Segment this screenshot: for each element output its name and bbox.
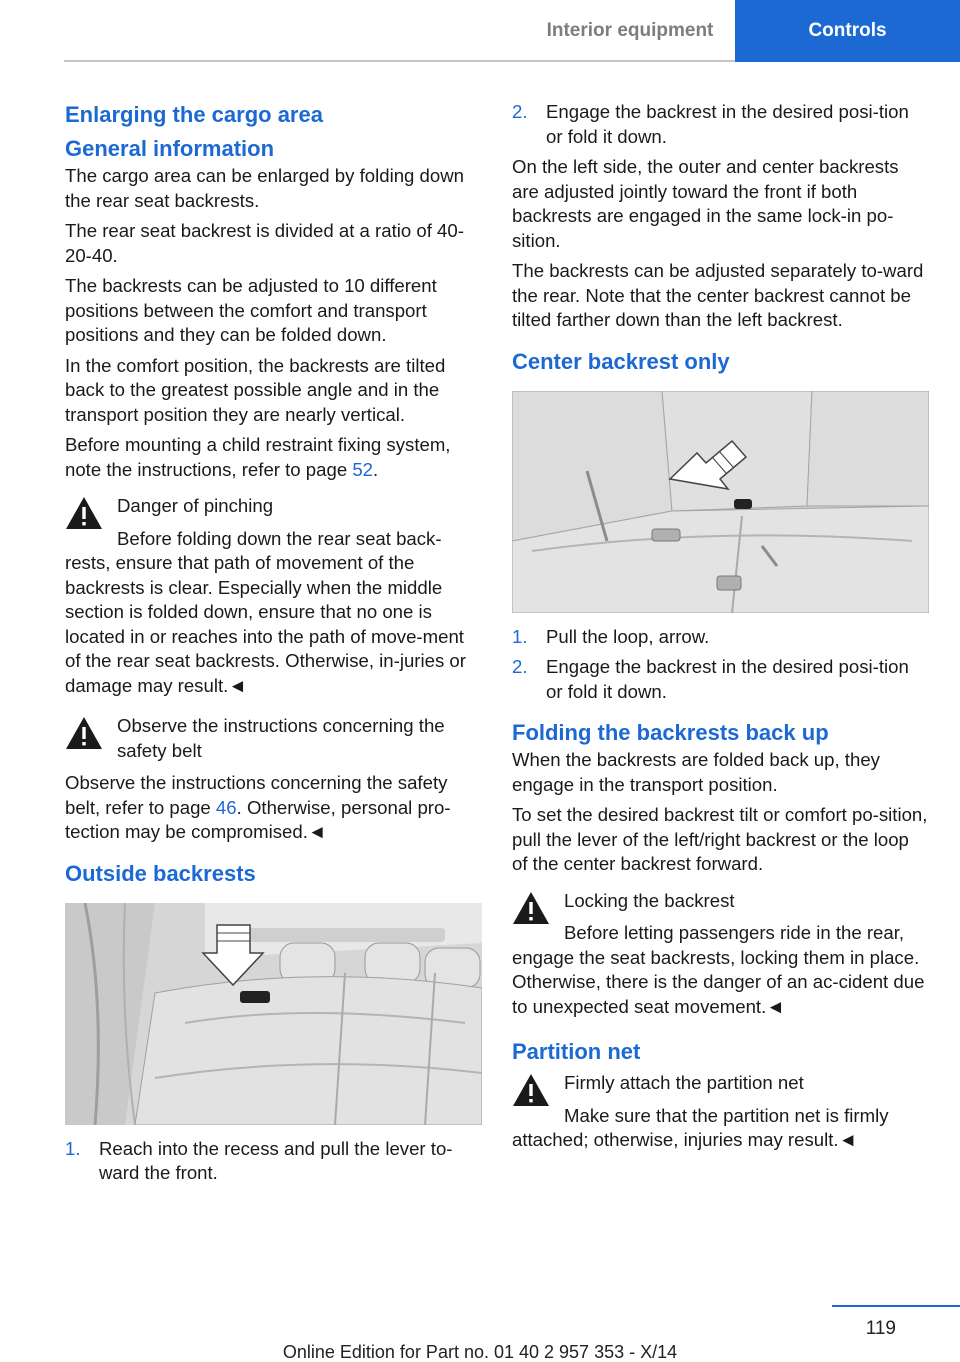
general-information-heading: General information <box>65 136 275 161</box>
warning-pinching-title: Danger of pinching <box>117 495 274 516</box>
warning-safety-belt <box>65 714 482 845</box>
warning-partition-body-first: Make sure that the partition net is firmly <box>564 1104 889 1126</box>
header-chapter-tab: Controls <box>735 0 960 62</box>
warning-triangle-icon <box>512 1073 550 1107</box>
safety-belt-text-end: . Otherwise, personal pro-tection may be compromised.◄ <box>65 796 451 842</box>
paragraph-folded-back-up: When the backrests are folded back up, they engage in the transport position. <box>512 749 880 795</box>
warning-partition-net <box>512 1071 929 1153</box>
outside-backrests-steps-continued <box>512 100 929 149</box>
step-text: Engage the backrest in the desired posi-tion or fold it down. <box>546 656 909 702</box>
outside-backrests-heading: Outside backrests <box>65 860 256 886</box>
page-number: 119 <box>865 1318 896 1339</box>
child-restraint-period: . <box>373 458 379 480</box>
paragraph-positions: The backrests can be adjusted to 10 different positions between the comfort and transport positions and they can be folded down. <box>65 275 437 345</box>
warning-triangle-icon <box>512 891 550 925</box>
warning-locking-title: Locking the backrest <box>564 889 735 911</box>
center-backrest-steps <box>512 625 929 705</box>
right-column <box>512 100 929 1163</box>
step-number: 2. <box>512 101 528 122</box>
step-number: 2. <box>512 656 528 677</box>
warning-safety-belt-body <box>65 771 482 845</box>
list-item <box>512 100 929 149</box>
header-rule-accent <box>735 60 960 62</box>
step-number: 1. <box>65 1137 81 1159</box>
footer-rule <box>832 1305 960 1307</box>
header-section-title: Interior equipment <box>525 0 735 62</box>
safety-belt-text: Observe the instructions concerning the safety belt, refer to page <box>65 772 448 818</box>
outside-backrests-steps <box>65 1137 482 1186</box>
warning-triangle-icon <box>65 716 103 750</box>
step-number: 1. <box>512 625 528 647</box>
child-restraint-text: Before mounting a child restraint fixing system, note the instructions, refer to page <box>65 434 451 480</box>
list-item <box>512 625 929 650</box>
warning-safety-belt-title: Observe the instructions concerning the safety belt <box>117 715 445 761</box>
section-title: Enlarging the cargo area <box>65 102 323 127</box>
folding-back-up-heading: Folding the backrests back up <box>512 720 829 745</box>
paragraph-adjusted-separately: The backrests can be adjusted separately to-ward the rear. Note that the center backrest cannot be tilted farther down than the left backrest. <box>512 260 924 330</box>
step-text: Engage the backrest in the desired posi-tion or fold it down. <box>546 101 909 147</box>
step-text: Reach into the recess and pull the lever to-ward the front. <box>99 1137 453 1183</box>
center-backrest-illustration <box>512 391 929 613</box>
rear-seat-outside-image <box>65 903 482 1125</box>
warning-locking-body: engage the seat backrests, locking them in place. Otherwise, there is the danger of an ac-cident due to unexpected seat movement.◄ <box>512 946 925 1017</box>
warning-pinching-body: rests, ensure that path of movement of the backrests is clear. Especially when the middle section is folded down, ensure that no one is located in or reaches into the path of move-ment of the rear seat backrests. Otherwise, in-juries or damage may result.◄ <box>65 552 466 696</box>
page-footer <box>0 1300 960 1362</box>
page-header <box>0 0 960 62</box>
step-text: Pull the loop, arrow. <box>546 625 710 647</box>
paragraph-comfort-position: In the comfort position, the backrests are tilted back to the greatest possible angle and in the transport position they are nearly vertical. <box>65 354 446 425</box>
warning-triangle-icon <box>65 496 103 530</box>
outside-backrests-illustration <box>65 903 482 1125</box>
center-backrest-heading: Center backrest only <box>512 348 730 374</box>
paragraph-desired-tilt: To set the desired backrest tilt or comfort po-sition, pull the lever of the left/right backrest or the loop of the center backrest forward. <box>512 804 928 874</box>
warning-partition-title: Firmly attach the partition net <box>564 1072 804 1093</box>
partition-net-heading: Partition net <box>512 1039 641 1064</box>
list-item <box>512 655 929 704</box>
warning-partition-body: attached; otherwise, injuries may result.◄ <box>512 1129 857 1150</box>
paragraph-left-side: On the left side, the outer and center backrests are adjusted jointly toward the front if both backrests are engaged in the same lock-in po-sition. <box>512 156 899 251</box>
page-link-52[interactable]: 52 <box>352 458 374 480</box>
page-link-46[interactable]: 46 <box>215 796 237 818</box>
rear-seat-center-image <box>512 391 929 613</box>
list-item <box>65 1137 482 1186</box>
paragraph-cargo-area: The cargo area can be enlarged by folding down the rear seat backrests. <box>65 165 465 211</box>
paragraph-ratio: The rear seat backrest is divided at a ratio of 40-20-40. <box>65 220 464 266</box>
paragraph-child-restraint <box>65 433 482 482</box>
warning-locking-body-first: Before letting passengers ride in the rear, <box>564 922 905 943</box>
edition-text: Online Edition for Part no. 01 40 2 957 353 - X/14 <box>282 1342 678 1362</box>
warning-pinching <box>65 494 482 698</box>
left-column <box>65 100 482 1192</box>
warning-pinching-body-first: Before folding down the rear seat back- <box>117 527 442 549</box>
warning-locking-backrest <box>512 889 929 1020</box>
